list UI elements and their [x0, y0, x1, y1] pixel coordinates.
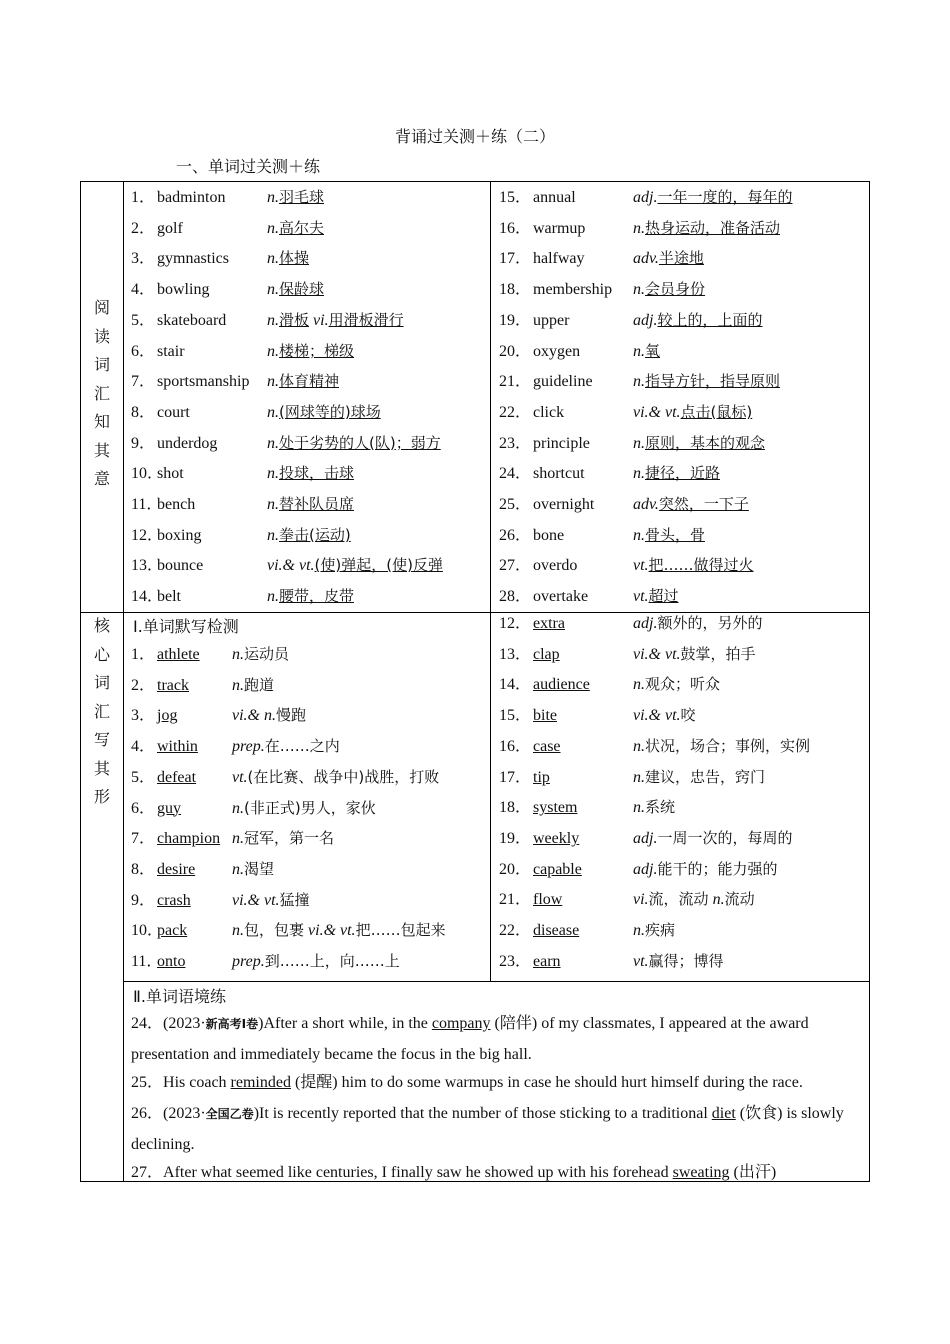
- meaning: 拳击(运动): [279, 525, 351, 544]
- section-heading: 一、单词过关测＋练: [176, 157, 321, 176]
- meaning: 流，流动: [648, 890, 709, 909]
- label-char: 其: [93, 758, 110, 778]
- meaning: (网球等的)球场: [279, 402, 381, 421]
- part-of-speech: vi.& vt.: [633, 403, 681, 421]
- item-number: 4．: [131, 738, 156, 756]
- meaning: 替补队员席: [279, 495, 355, 513]
- vocab-word: athlete: [157, 646, 200, 663]
- meaning: (在比赛、战争中)战胜，打败: [247, 767, 440, 786]
- sentence-26: 26．(2023·全国乙卷)It is recently reported that the number of those sticking to a traditional diet (饮食) is slowly declining.: [131, 1105, 844, 1153]
- meaning: 点击(鼠标): [680, 402, 753, 421]
- meaning: 慢跑: [276, 706, 307, 725]
- vocab-word: bench: [157, 496, 196, 513]
- part-of-speech: vt.: [232, 768, 248, 786]
- vocab-word: annual: [533, 189, 576, 206]
- item-number: 13．: [499, 645, 532, 663]
- meaning: 会员身份: [645, 280, 706, 299]
- part-of-speech: n.: [267, 403, 279, 421]
- vocab-row: [131, 489, 354, 520]
- meaning: 把……包起来: [355, 921, 446, 940]
- vocab-word: extra: [533, 615, 565, 632]
- part-of-speech: adv.: [633, 250, 659, 268]
- meaning: 包，包裹: [244, 921, 305, 940]
- sentence-24: 24．(2023·新高考Ⅰ卷)After a short while, in the company (陪伴) of my classmates, I appeared at the award presentation and immediately became the focus in the big hall.: [131, 1015, 809, 1063]
- meaning: 突然，一下子: [658, 495, 749, 513]
- item-number: 8．: [131, 860, 156, 878]
- part-of-speech: n.: [267, 250, 279, 268]
- part-of-speech: n.: [633, 219, 645, 237]
- vocab-word: disease: [533, 922, 580, 939]
- meaning: 骨头，骨: [645, 525, 706, 544]
- meaning: 额外的，另外的: [657, 614, 763, 632]
- vocab-row: [131, 731, 340, 762]
- item-number: 12．: [131, 526, 164, 544]
- label-char: 知: [93, 412, 110, 431]
- item-number: 25．: [499, 496, 532, 513]
- item-number: 11．: [131, 496, 163, 513]
- meaning: 鼓掌，拍手: [680, 644, 756, 663]
- part-of-speech: adj.: [633, 189, 658, 206]
- item-number: 23．: [499, 952, 532, 970]
- part-of-speech: n.: [267, 496, 279, 513]
- sentence-25: 25．His coach reminded (提醒) him to do some warmups in case he should hurt himself during the race.: [131, 1074, 803, 1091]
- label-char: 形: [93, 787, 110, 806]
- meaning: 捷径，近路: [645, 464, 721, 483]
- item-number: 2．: [131, 219, 156, 237]
- vocab-row: [131, 520, 351, 551]
- vocab-row: [131, 458, 354, 489]
- meaning: 指导方针，指导原则: [645, 372, 781, 391]
- vocab-word: system: [533, 799, 578, 817]
- meaning: 羽毛球: [279, 188, 325, 206]
- part-of-speech: prep.: [232, 738, 265, 756]
- meaning: 在……之内: [264, 737, 340, 756]
- item-number: 23．: [499, 434, 532, 452]
- writing-subhead: Ⅰ.单词默写检测: [133, 617, 239, 636]
- meaning: 较上的，上面的: [657, 310, 763, 329]
- vocab-row: [499, 762, 765, 793]
- page-title: 背诵过关测＋练（二）: [394, 127, 555, 146]
- meaning: 流动: [724, 890, 755, 909]
- source-label: 新高考Ⅰ卷: [205, 1017, 259, 1031]
- meaning: (非正式)男人，家伙: [244, 798, 376, 817]
- part-of-speech: adj.: [633, 860, 658, 878]
- vocab-word: tip: [533, 768, 550, 786]
- part-of-speech: n.: [232, 922, 244, 940]
- item-number: 5．: [131, 768, 156, 786]
- item-number: 3．: [131, 250, 156, 268]
- item-number: 20．: [499, 860, 532, 878]
- item-number: 16．: [499, 737, 532, 755]
- vocab-word: shot: [157, 465, 184, 483]
- meaning: 原则，基本的观念: [645, 433, 766, 452]
- vocab-row: [499, 823, 792, 854]
- vocab-word: clap: [533, 645, 560, 663]
- item-number: 1．: [131, 189, 156, 206]
- meaning: 运动员: [244, 645, 290, 663]
- item-number: 2．: [131, 676, 156, 694]
- meaning: 冠军，第一名: [244, 829, 335, 848]
- vocab-word: badminton: [157, 189, 226, 206]
- vocab-word: crash: [157, 891, 191, 909]
- vocab-row: [499, 428, 765, 459]
- part-of-speech: n.: [712, 891, 725, 909]
- item-number: 18．: [499, 281, 532, 299]
- item-number: 6．: [131, 799, 156, 817]
- label-char: 读: [93, 326, 110, 346]
- part-of-speech: n.: [267, 465, 279, 483]
- answer: diet: [711, 1105, 736, 1122]
- part-of-speech: n.: [232, 830, 244, 848]
- vocab-row: [499, 458, 720, 489]
- part-of-speech: n.: [633, 434, 645, 452]
- meaning: 投球，击球: [279, 464, 355, 483]
- vocab-word: gymnastics: [157, 250, 229, 268]
- vocab-word: underdog: [157, 434, 218, 452]
- vocab-word: case: [533, 737, 561, 755]
- vocab-row: [131, 397, 381, 428]
- item-number: 7．: [131, 373, 156, 391]
- item-number: 26．: [499, 526, 532, 544]
- part-of-speech: n.: [633, 342, 645, 360]
- meaning: 到……上，向……上: [264, 952, 400, 970]
- vocab-row: [499, 336, 660, 367]
- meaning: 渴望: [244, 859, 275, 878]
- vocab-row: [499, 520, 705, 551]
- part-of-speech: vi.& vt.: [308, 922, 356, 940]
- vocab-row: [131, 639, 289, 670]
- meaning: 建议，忠告，窍门: [645, 767, 766, 786]
- meaning: 用滑板滑行: [328, 310, 404, 329]
- item-number: 7．: [131, 830, 156, 848]
- answer: company: [431, 1015, 491, 1032]
- vocab-word: earn: [533, 952, 561, 970]
- meaning: (使)弹起，(使)反弹: [314, 556, 443, 575]
- vocab-word: skateboard: [157, 311, 227, 329]
- part-of-speech: n.: [633, 799, 645, 817]
- part-of-speech: n.: [267, 189, 279, 206]
- vocab-row: [131, 428, 441, 459]
- label-char: 汇: [93, 701, 110, 721]
- part-of-speech: n.: [232, 799, 244, 817]
- vocab-word: capable: [533, 860, 582, 878]
- vocab-row: [131, 793, 376, 824]
- part-of-speech: n.: [267, 434, 279, 452]
- part-of-speech: n.: [267, 281, 279, 299]
- part-of-speech: n.: [267, 219, 279, 237]
- part-of-speech: n.: [232, 860, 244, 878]
- vocab-row: [131, 762, 439, 793]
- meaning: 赢得；博得: [648, 951, 724, 970]
- label-char: 其: [93, 440, 110, 460]
- vocab-row: [499, 854, 777, 885]
- meaning: 热身运动，准备活动: [645, 218, 781, 237]
- item-number: 3．: [131, 707, 156, 725]
- item-number: 24．: [499, 465, 532, 483]
- vocab-word: overdo: [533, 557, 578, 575]
- label-char: 心: [93, 644, 110, 664]
- vocab-word: guideline: [533, 373, 593, 391]
- block-label-reading: [81, 294, 123, 494]
- item-number: 12．: [499, 615, 532, 632]
- meaning: 半途地: [658, 249, 704, 268]
- answer: sweating: [672, 1164, 730, 1181]
- label-char: 阅: [93, 298, 110, 317]
- part-of-speech: n.: [232, 676, 244, 694]
- label-char: 核: [93, 616, 110, 635]
- vocab-row: [499, 915, 675, 946]
- item-number: 19．: [499, 829, 532, 847]
- part-of-speech: n.: [633, 768, 645, 786]
- meaning: 体育精神: [279, 372, 340, 391]
- item-number: 18．: [499, 799, 532, 817]
- vocab-row: [499, 731, 810, 762]
- meaning: 氧: [645, 341, 661, 360]
- part-of-speech: adj.: [633, 311, 658, 329]
- vocab-word: boxing: [157, 526, 202, 544]
- sentence-27: 27．After what seemed like centuries, I finally saw he showed up with his forehead sweating (出汗): [131, 1164, 777, 1181]
- label-char: 词: [93, 355, 110, 374]
- vocab-word: halfway: [533, 250, 585, 268]
- context-subhead: Ⅱ.单词语境练: [133, 987, 226, 1006]
- vocab-word: pack: [157, 922, 188, 940]
- vocab-word: stair: [157, 342, 185, 360]
- vocab-word: champion: [157, 830, 221, 848]
- vocab-row: [499, 550, 754, 581]
- vocab-word: belt: [157, 588, 181, 606]
- item-number: 8．: [131, 403, 156, 421]
- item-number: 6．: [131, 342, 156, 360]
- meaning: 把……做得过火: [648, 556, 754, 575]
- part-of-speech: n.: [633, 676, 645, 694]
- item-number: 15．: [499, 707, 532, 725]
- block-label-writing: [81, 612, 123, 812]
- item-number: 9．: [131, 891, 156, 909]
- part-of-speech: vt.: [633, 557, 649, 575]
- part-of-speech: vi.: [313, 311, 329, 329]
- part-of-speech: n.: [633, 526, 645, 544]
- vocab-word: bone: [533, 526, 565, 544]
- meaning: 体操: [279, 249, 310, 268]
- item-number: 17．: [499, 250, 532, 268]
- label-char: 词: [93, 673, 110, 692]
- item-number: 10．: [131, 922, 164, 940]
- part-of-speech: vi.& vt.: [232, 891, 280, 909]
- vocab-row: [131, 670, 274, 701]
- vocab-word: click: [533, 403, 565, 421]
- item-number: 13．: [131, 557, 164, 575]
- part-of-speech: prep.: [232, 953, 265, 970]
- item-number: 14．: [499, 676, 532, 694]
- vocab-word: guy: [157, 799, 181, 817]
- vocab-row: [131, 885, 310, 916]
- vocab-row: [499, 489, 749, 520]
- meaning: 处于劣势的人(队)；弱方: [279, 433, 441, 452]
- item-number: 5．: [131, 311, 156, 329]
- meaning: 系统: [645, 798, 676, 817]
- item-number: 10．: [131, 465, 164, 483]
- vocab-word: desire: [157, 860, 196, 878]
- vocab-row: [499, 669, 720, 700]
- vocab-row: [131, 305, 404, 336]
- item-number: 22．: [499, 922, 532, 939]
- part-of-speech: vi.& n.: [232, 707, 276, 725]
- part-of-speech: n.: [267, 526, 279, 544]
- part-of-speech: vt.: [633, 588, 649, 606]
- vocab-row: [131, 581, 354, 612]
- vocab-row: [499, 397, 752, 428]
- vocab-word: upper: [533, 311, 570, 329]
- vocab-row: [131, 336, 354, 367]
- meaning: 超过: [648, 587, 679, 606]
- part-of-speech: vt.: [633, 952, 649, 970]
- meaning: 跑道: [244, 675, 275, 694]
- vocab-row: [499, 639, 756, 670]
- vocab-word: bowling: [157, 281, 210, 299]
- vocab-row: [131, 946, 400, 977]
- item-number: 20．: [499, 342, 532, 360]
- vocab-word: bite: [533, 707, 557, 725]
- item-number: 21．: [499, 373, 532, 391]
- item-number: 27．: [499, 557, 532, 575]
- vocab-row: [499, 792, 675, 823]
- part-of-speech: n.: [267, 342, 279, 360]
- meaning: 状况，场合；事例，实例: [645, 736, 811, 755]
- part-of-speech: vi.& vt.: [633, 707, 681, 725]
- meaning: 咬: [680, 706, 696, 725]
- part-of-speech: n.: [633, 737, 645, 755]
- vocab-row: [499, 366, 780, 397]
- vocab-row: [499, 305, 762, 336]
- vocab-row: [131, 915, 446, 946]
- vocab-row: [499, 182, 792, 213]
- vocab-row: [499, 608, 762, 639]
- part-of-speech: n.: [267, 311, 279, 329]
- item-number: 28．: [499, 588, 532, 606]
- vocab-word: overtake: [533, 588, 589, 606]
- item-number: 15．: [499, 189, 532, 206]
- vocab-row: [131, 700, 306, 731]
- item-number: 16．: [499, 219, 532, 237]
- item-number: 1．: [131, 646, 156, 663]
- answer: reminded: [230, 1074, 291, 1091]
- vocab-word: defeat: [157, 768, 197, 786]
- part-of-speech: vi.& vt.: [633, 645, 681, 663]
- part-of-speech: vi.: [633, 891, 649, 909]
- vocab-word: sportsmanship: [157, 373, 250, 391]
- vocab-row: [131, 243, 309, 274]
- part-of-speech: adj.: [633, 615, 658, 632]
- item-number: 11．: [131, 953, 163, 970]
- vocab-row: [131, 182, 324, 213]
- vocab-word: flow: [533, 891, 563, 909]
- part-of-speech: n.: [633, 922, 645, 939]
- part-of-speech: adv.: [633, 496, 659, 513]
- vocab-row: [499, 213, 780, 244]
- meaning: 腰带，皮带: [279, 587, 355, 606]
- vocab-word: golf: [157, 219, 183, 237]
- vocab-word: within: [157, 738, 198, 756]
- vocab-word: onto: [157, 953, 186, 970]
- part-of-speech: n.: [267, 373, 279, 391]
- vocab-word: oxygen: [533, 342, 581, 360]
- item-number: 14．: [131, 588, 164, 606]
- meaning: 疾病: [645, 921, 676, 939]
- item-number: 17．: [499, 768, 532, 786]
- meaning: 楼梯；梯级: [279, 341, 355, 360]
- label-char: 意: [93, 469, 110, 488]
- vocab-word: court: [157, 403, 190, 421]
- vocab-word: jog: [157, 707, 178, 725]
- vocab-word: warmup: [533, 219, 586, 237]
- label-char: 写: [93, 730, 110, 749]
- vocab-row: [131, 823, 334, 854]
- vocab-row: [131, 366, 339, 397]
- part-of-speech: n.: [232, 646, 244, 663]
- vocab-word: overnight: [533, 496, 595, 513]
- source-label: 全国乙卷: [205, 1107, 254, 1121]
- part-of-speech: n.: [633, 465, 645, 483]
- meaning: 保龄球: [279, 280, 325, 299]
- vocab-row: [131, 213, 324, 244]
- vocab-row: [131, 550, 443, 581]
- vocab-row: [131, 854, 274, 885]
- vocab-row: [131, 274, 324, 305]
- part-of-speech: n.: [633, 373, 645, 391]
- meaning: 一年一度的，每年的: [657, 188, 793, 206]
- vocab-word: track: [157, 676, 189, 694]
- meaning: 能干的；能力强的: [657, 859, 778, 878]
- vocab-word: weekly: [533, 829, 580, 847]
- vocab-word: membership: [533, 281, 613, 299]
- item-number: 4．: [131, 281, 156, 299]
- vocab-row: [499, 884, 755, 915]
- label-char: 汇: [93, 383, 110, 403]
- item-number: 19．: [499, 311, 532, 329]
- item-number: 9．: [131, 434, 156, 452]
- meaning: 猛撞: [279, 890, 310, 909]
- meaning: 观众；听众: [645, 675, 721, 694]
- part-of-speech: n.: [633, 281, 645, 299]
- meaning: 滑板: [279, 310, 310, 329]
- meaning: 一周一次的，每周的: [657, 828, 793, 847]
- vocab-word: bounce: [157, 557, 204, 575]
- meaning: 高尔夫: [279, 218, 325, 237]
- item-number: 22．: [499, 403, 532, 421]
- vocab-word: principle: [533, 434, 590, 452]
- vocab-row: [499, 274, 705, 305]
- vocab-row: [499, 946, 724, 977]
- part-of-speech: adj.: [633, 829, 658, 847]
- item-number: 21．: [499, 891, 532, 909]
- part-of-speech: vi.& vt.: [267, 557, 315, 575]
- vocab-row: [499, 700, 696, 731]
- vocab-word: shortcut: [533, 465, 585, 483]
- part-of-speech: n.: [267, 588, 279, 606]
- vocab-word: audience: [533, 676, 590, 694]
- vocab-row: [499, 243, 704, 274]
